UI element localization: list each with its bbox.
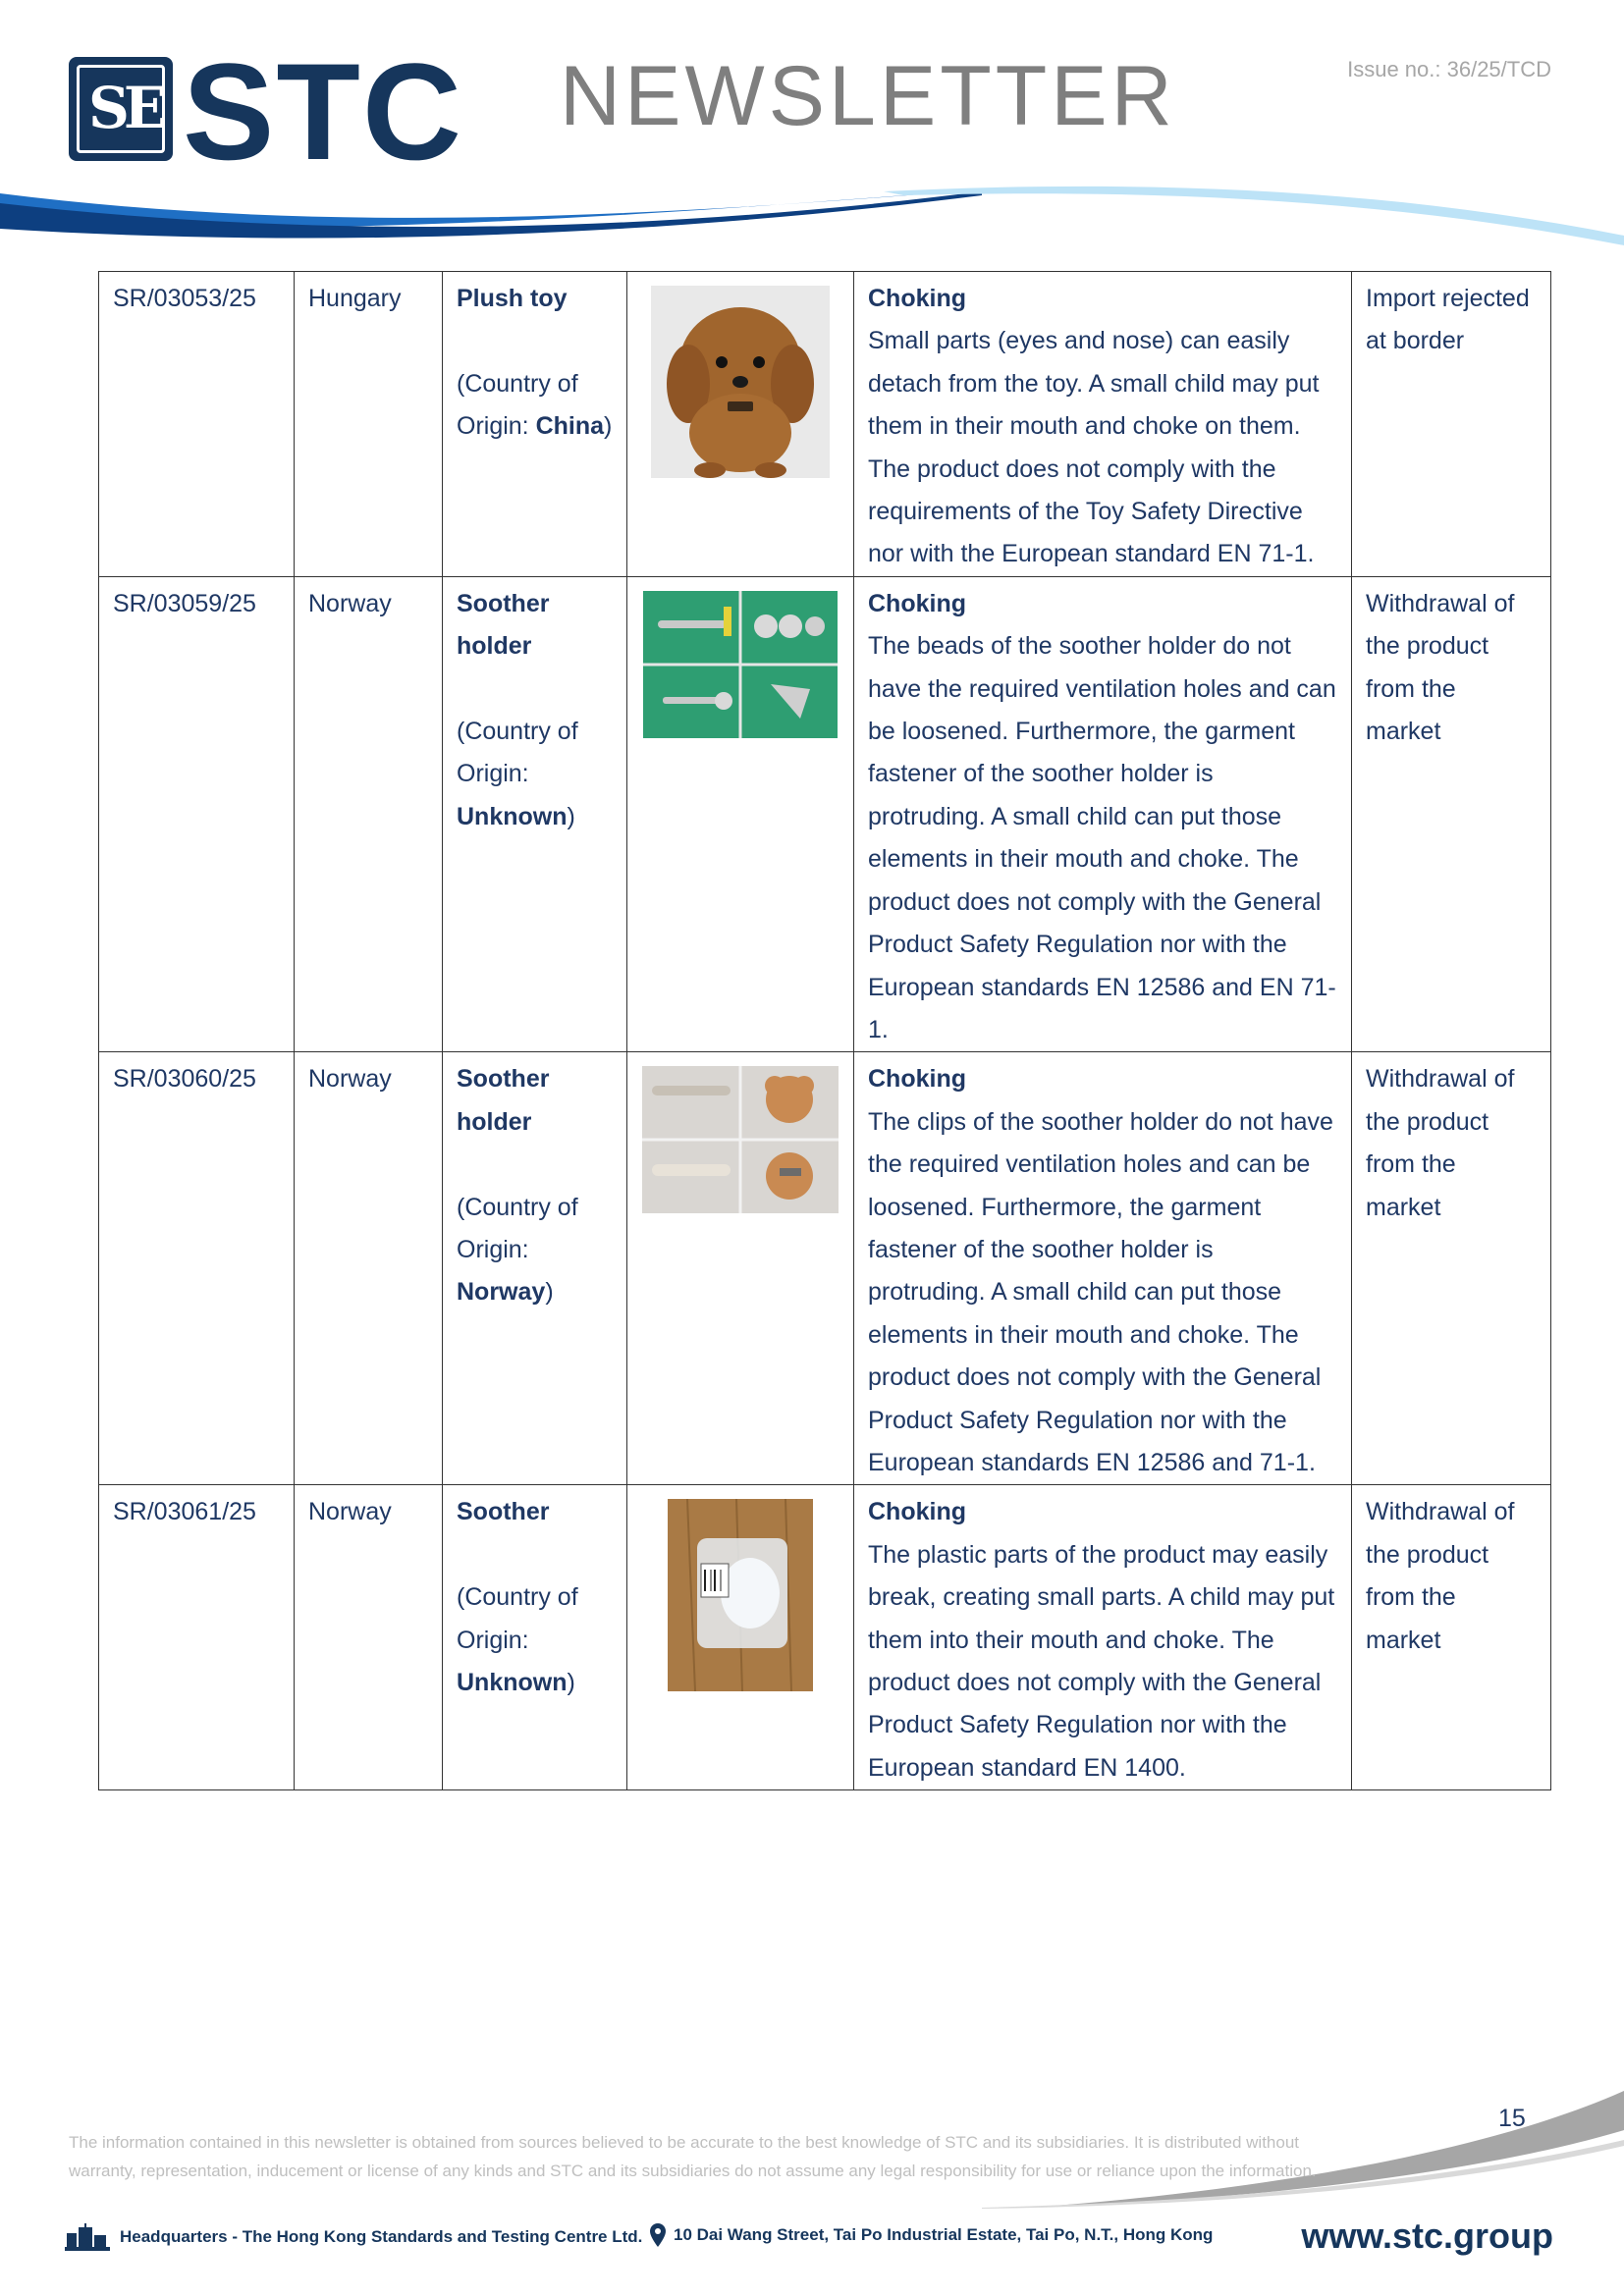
soother-packaged-photo <box>668 1499 813 1691</box>
address-text: 10 Dai Wang Street, Tai Po Industrial Estate, Tai Po, N.T., Hong Kong <box>674 2225 1214 2244</box>
soother-holder-wood-photo <box>642 1066 839 1213</box>
country-cell: Norway <box>295 1485 443 1790</box>
product-name: Soother holder <box>457 1065 550 1136</box>
photo-cell <box>627 576 854 1051</box>
building-icon <box>65 2223 110 2251</box>
hazard-description: The plastic parts of the product may easily break, creating small parts. A child may put them into their mouth and choke. The product does not comply with the General Product Safety Regulation nor with the European standard EN 1400. <box>868 1540 1335 1782</box>
headquarters-line <box>65 2223 642 2251</box>
product-origin: (Country of Origin: Unknown) <box>457 1583 578 1696</box>
location-pin-icon <box>650 2223 666 2247</box>
product-name: Soother holder <box>457 589 550 661</box>
recall-table <box>98 271 1551 1790</box>
measure-cell: Withdrawal of the product from the market <box>1352 1052 1551 1485</box>
header-swoosh <box>0 182 1624 260</box>
photo-cell <box>627 272 854 577</box>
hazard-title: Choking <box>868 589 966 617</box>
product-cell <box>443 272 627 577</box>
measure-cell: Withdrawal of the product from the market <box>1352 576 1551 1051</box>
hazard-description: The clips of the soother holder do not have the required ventilation holes and can be loosened. Furthermore, the garment fastener of the soother holder is protruding. A small child can put those elements in their mouth and choke. The product does not comply with the General Product Safety Regulation nor with the European standards EN 12586 and 71-1. <box>868 1107 1333 1476</box>
reference-cell: SR/03059/25 <box>99 576 295 1051</box>
issue-number: Issue no.: 36/25/TCD <box>1347 57 1551 81</box>
country-cell: Norway <box>295 1052 443 1485</box>
hazard-title: Choking <box>868 285 966 312</box>
hazard-description: The beads of the soother holder do not have the required ventilation holes and can be loosened. Furthermore, the garment fastener of the soother holder is protruding. A small child can put those elements in their mouth and choke. The product does not comply with the General Product Safety Regulation nor with the European standards EN 12586 and EN 71-1. <box>868 632 1336 1043</box>
page-number: 15 <box>1498 2105 1526 2132</box>
hazard-title: Choking <box>868 1065 966 1094</box>
hazard-cell <box>854 272 1352 577</box>
reference-cell: SR/03053/25 <box>99 272 295 577</box>
product-name: Soother <box>457 1498 550 1526</box>
measure-cell: Withdrawal of the product from the market <box>1352 1485 1551 1790</box>
table-row <box>99 1485 1551 1790</box>
photo-cell <box>627 1485 854 1790</box>
product-cell <box>443 1485 627 1790</box>
hazard-title: Choking <box>868 1498 966 1526</box>
soother-holder-green-photo <box>643 591 838 738</box>
table-row <box>99 1052 1551 1485</box>
hazard-description: Small parts (eyes and nose) can easily detach from the toy. A small child may put them in their mouth and choke on them. The product does not comply with the requirements of the Toy Safety Directive nor with the European standard EN 71-1. <box>868 327 1320 568</box>
newsletter-title: NEWSLETTER <box>560 49 1176 143</box>
reference-cell: SR/03061/25 <box>99 1485 295 1790</box>
hazard-cell <box>854 1485 1352 1790</box>
country-cell: Norway <box>295 576 443 1051</box>
product-origin: (Country of Origin: China) <box>457 369 613 441</box>
address-line <box>650 2223 1213 2247</box>
product-cell <box>443 1052 627 1485</box>
website-link[interactable]: www.stc.group <box>1301 2216 1553 2256</box>
product-origin: (Country of Origin: Norway) <box>457 1193 578 1307</box>
stc-logo-mark: SE <box>69 57 173 161</box>
photo-cell <box>627 1052 854 1485</box>
reference-cell: SR/03060/25 <box>99 1052 295 1485</box>
headquarters-text: Headquarters - The Hong Kong Standards and Testing Centre Ltd. <box>120 2227 643 2246</box>
plush-dog-photo <box>651 286 830 478</box>
product-origin: (Country of Origin: Unknown) <box>457 718 578 830</box>
country-cell: Hungary <box>295 272 443 577</box>
table-row <box>99 576 1551 1051</box>
hazard-cell <box>854 576 1352 1051</box>
table-row <box>99 272 1551 577</box>
product-cell <box>443 576 627 1051</box>
disclaimer: The information contained in this newsletter is obtained from sources believed to be accurate to the best knowledge of STC and its subsidiaries. It is distributed without warranty, representation, inducement or license of any kinds and STC and its subsidiaries do not assume any legal responsibility for use or reliance upon the information. <box>69 2133 1317 2180</box>
product-name: Plush toy <box>457 285 568 312</box>
hazard-cell <box>854 1052 1352 1485</box>
measure-cell: Import rejected at border <box>1352 272 1551 577</box>
stc-logo-text: STC <box>183 34 463 188</box>
